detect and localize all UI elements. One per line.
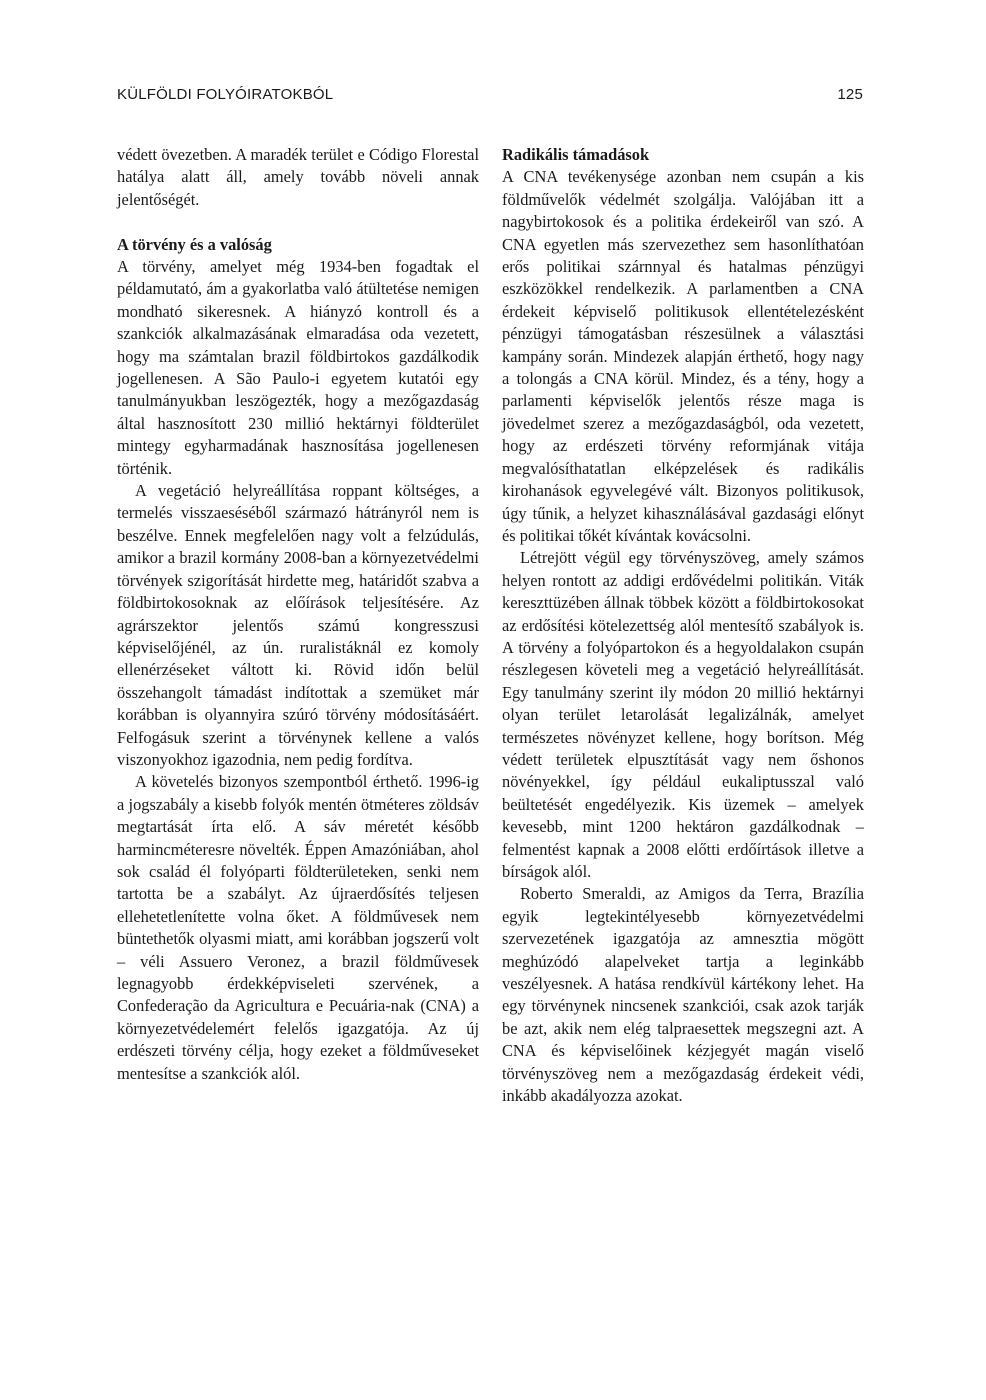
section-title: KÜLFÖLDI FOLYÓIRATOKBÓL <box>117 86 334 103</box>
paragraph: Létrejött végül egy törvényszöveg, amely számos helyen rontott az addigi erdővédelmi politikán. Viták kereszttüzében állnak többek között a földbirtokosokat az erdősítési kötelezettség alól mentesítő szabályok is. A törvény a folyópartokon és a hegyoldalakon csupán részlegesen követeli meg a vegetáció helyreállítását. Egy tanulmány szerint ily módon 20 millió hektárnyi olyan terület letarolását legalizálnák, amelyet természetes növényzet kellene, hogy borítson. Még védett területek elpusztítását vagy nem őshonos növényekkel, így például eukaliptusszal való beültetését engedélyezik. Kis üzemek – amelyek kevesebb, mint 1200 hektáron gazdálkodnak – felmentést kapnak a 2008 előtti erdőírtások illetve a bírságok alól. <box>502 548 864 881</box>
running-header <box>117 86 863 106</box>
section-heading: Radikális támadások <box>502 145 650 164</box>
spacer <box>117 211 479 233</box>
paragraph: A CNA tevékenysége azonban nem csupán a kis földművelők védelmét szolgálja. Valójában itt a nagybirtokosok és a politika érdekeiről van szó. A CNA egyetlen más szervezethez sem hasonlíthatóan erős politikai szárnnyal és hatalmas pénzügyi eszközökkel rendelkezik. A parlamentben a CNA érdekeit képviselő politikusok ellentételezésként pénzügyi támogatásban részesülnek a választási kampány során. Mindezek alapján érthető, hogy nagy a tolongás a CNA körül. Mindez, és a tény, hogy a parlamenti képviselők jelentős része maga is jövedelmet szerez a mezőgazdaságból, oda vezetett, hogy az erdészeti törvény reformjának vitája megvalósíthatatlan elképzelések és radikális kirohanások egyvelegévé vált. Bizonyos politikusok, úgy tűnik, a helyzet kihasználásával gazdasági előnyt és politikai tőkét kívántak kovácsolni. <box>502 167 864 545</box>
page-number: 125 <box>837 86 863 103</box>
paragraph: védett övezetben. A maradék terület e Código Florestal hatálya alatt áll, amely tovább növeli annak jelentőségét. <box>117 145 479 209</box>
right-column <box>502 144 864 1107</box>
paragraph: A törvény, amelyet még 1934-ben fogadtak el példamutató, ám a gyakorlatba való átültetése nemigen mondható sikeresnek. A hiányzó kontroll és a szankciók alkalmazásának elmaradása oda vezetett, hogy ma számtalan brazil földbirtokos gazdálkodik jogellenesen. A São Paulo-i egyetem kutatói egy tanulmányukban leszögezték, hogy a mezőgazdaság által hasznosított 230 millió hektárnyi földterület mintegy egyharmadának hasznosítása jogellenesen történik. <box>117 257 479 478</box>
paragraph: Roberto Smeraldi, az Amigos da Terra, Brazília egyik legtekintélyesebb környezetvédelmi szervezetének igazgatója az amnesztia mögött meghúzódó alapelveket tartja a leginkább veszélyesnek. A hatása rendkívül kártékony lehet. Ha egy törvénynek nincsenek szankciói, csak azok tarják be azt, akik nem elég talpraesettek megszegni azt. A CNA és képviselőinek kézjegyét magán viselő törvényszöveg nem a mezőgazdaság érdekeit védi, inkább akadályozza azokat. <box>502 884 864 1106</box>
paragraph: A vegetáció helyreállítása roppant költséges, a termelés visszaeséséből származó hátrányról nem is beszélve. Ennek megfelelően nagy volt a felzúdulás, amikor a brazil kormány 2008-ban a környezetvédelmi törvények szigorítását hirdette meg, határidőt szabva a földbirtokosoknak az előírások teljesítésére. Az agrárszektor jelentős számú kongresszusi képviselőjénél, az ún. ruralistáknál ez komoly ellenérzéseket váltott ki. Rövid időn belül összehangolt támadást indítottak a szemüket már korábban is olyannyira szúró törvény módosításáért. Felfogásuk szerint a törvénynek kellene a valós viszonyokhoz igazodnia, nem pedig fordítva. <box>117 481 479 769</box>
paragraph: A követelés bizonyos szempontból érthető. 1996-ig a jogszabály a kisebb folyók mentén ötméteres zöldsáv megtartását írta elő. A sáv méretét később harmincméteresre növelték. Éppen Amazóniában, ahol sok család él folyóparti földterületeken, senki nem tartotta be a szabályt. Az újraerdősítés teljesen ellehetetlenítette volna őket. A földművesek nem büntethetők olyasmi miatt, ami korábban jogszerű volt – véli Assuero Veronez, a brazil földművesek legnagyobb érdekképviseleti szervének, a Confederação da Agricultura e Pecuária-nak (CNA) a környezetvédelemért felelős igazgatója. Az új erdészeti törvény célja, hogy ezeket a földműveseket mentesítse a szankciók alól. <box>117 772 479 1083</box>
section-heading: A törvény és a valóság <box>117 234 272 254</box>
left-column <box>117 144 479 1085</box>
